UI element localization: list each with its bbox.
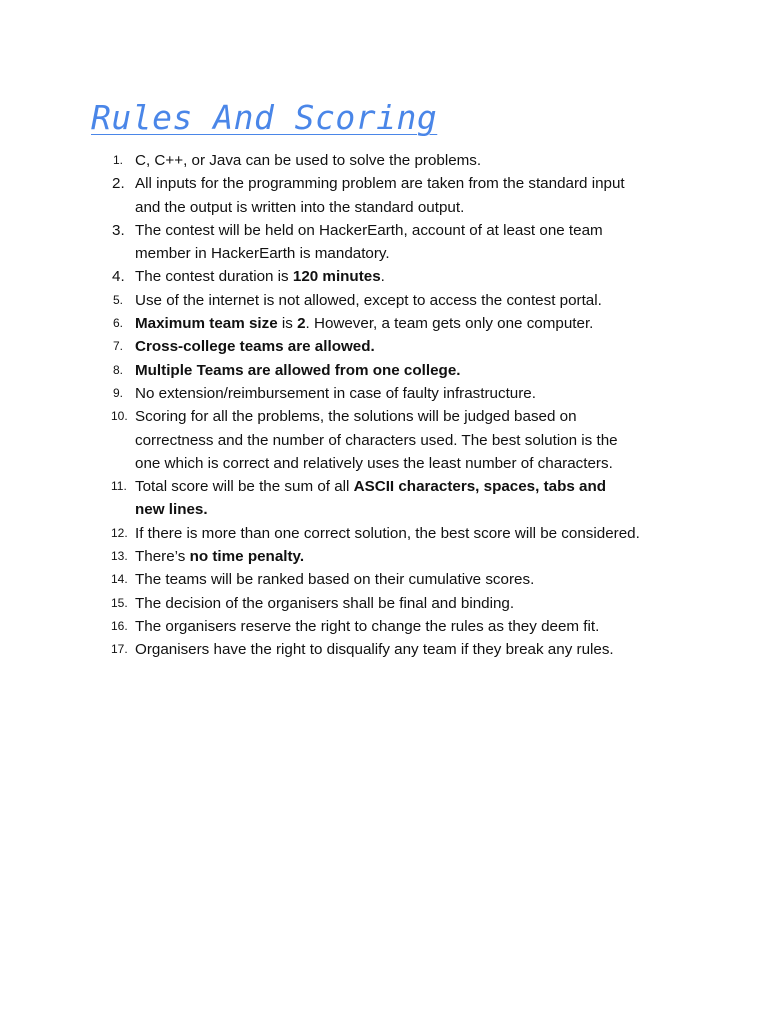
- rule-line: [135, 382, 688, 405]
- rule-text: Organisers have the right to disqualify any team if they break any rules.: [135, 641, 614, 659]
- rule-text-bold: ASCII characters, spaces, tabs and: [353, 478, 607, 496]
- rule-item: [0, 219, 768, 266]
- rule-text: The organisers reserve the right to change the rules as they deem fit.: [135, 617, 600, 635]
- rule-number: 5.: [113, 292, 124, 307]
- rule-line: [135, 359, 688, 382]
- rule-number: 1.: [113, 153, 124, 167]
- rule-text: Use of the internet is not allowed, except to access the contest portal.: [135, 291, 602, 309]
- rule-item: [0, 615, 768, 638]
- rule-line: [135, 545, 688, 568]
- rule-item: [0, 568, 768, 591]
- rule-number: 17.: [111, 642, 128, 657]
- rule-number: 3.: [112, 221, 125, 239]
- rule-item: [0, 335, 768, 358]
- rule-number: 14.: [111, 572, 128, 587]
- rule-item: [0, 265, 768, 288]
- rule-text: and the output is written into the standard output.: [135, 198, 465, 216]
- rule-text: Scoring for all the problems, the solutions will be judged based on: [135, 408, 577, 426]
- rule-line: [135, 638, 688, 661]
- rule-item: [0, 592, 768, 615]
- rule-item: [0, 405, 768, 475]
- rule-number: 11.: [111, 479, 127, 494]
- rule-line: [135, 498, 688, 521]
- rule-text: The contest duration is: [135, 268, 293, 286]
- rule-line: [135, 522, 688, 545]
- rule-text: All inputs for the programming problem are taken from the standard input: [135, 175, 625, 193]
- document-title: Rules And Scoring: [91, 98, 438, 137]
- rule-number: 10.: [111, 409, 128, 424]
- rule-text: There’s: [135, 548, 190, 566]
- rule-text-bold: new lines.: [135, 501, 208, 519]
- rule-text: one which is correct and relatively uses the least number of characters.: [135, 454, 613, 472]
- rule-line: [135, 592, 688, 615]
- rule-text-bold: Multiple Teams are allowed from one college.: [135, 361, 461, 379]
- rule-text: C, C++, or Java can be used to solve the problems.: [135, 152, 482, 169]
- rules-list: [0, 149, 768, 662]
- rule-item: [0, 522, 768, 545]
- rule-text-bold: Maximum team size: [135, 315, 278, 333]
- rule-text: The decision of the organisers shall be final and binding.: [135, 594, 515, 612]
- rule-line: [135, 405, 688, 428]
- rule-text: is: [277, 315, 298, 333]
- rule-number: 12.: [111, 525, 128, 540]
- rule-item: [0, 312, 768, 335]
- rule-line: [135, 265, 688, 288]
- rule-text-bold: 120 minutes: [292, 268, 381, 286]
- rule-line: [135, 242, 688, 265]
- rule-item: [0, 638, 768, 661]
- rule-line: [135, 475, 688, 498]
- rule-text: The contest will be held on HackerEarth, account of at least one team: [135, 221, 603, 239]
- rule-text: If there is more than one correct solution, the best score will be considered.: [135, 524, 640, 542]
- rule-number: 16.: [111, 618, 128, 633]
- rule-text-bold: Cross-college teams are allowed.: [135, 338, 375, 356]
- rule-line: [135, 452, 688, 475]
- rule-number: 7.: [113, 339, 124, 354]
- rule-number: 6.: [113, 316, 124, 331]
- rule-number: 8.: [113, 362, 124, 377]
- rule-item: [0, 359, 768, 382]
- rule-number: 15.: [111, 595, 128, 610]
- rule-item: [0, 149, 768, 172]
- rule-item: [0, 382, 768, 405]
- rule-text-bold: no time penalty.: [189, 548, 305, 566]
- rule-line: [135, 568, 688, 591]
- rule-number: 13.: [111, 549, 128, 564]
- rule-number: 9.: [113, 385, 124, 400]
- rule-line: [135, 196, 688, 219]
- rule-text: .: [380, 268, 385, 286]
- rule-text: . However, a team gets only one computer.: [305, 315, 594, 333]
- rule-line: [135, 219, 688, 242]
- rule-text: No extension/reimbursement in case of faulty infrastructure.: [135, 384, 536, 402]
- rule-line: [135, 289, 688, 312]
- rule-item: [0, 289, 768, 312]
- rule-text-bold: 2: [297, 315, 306, 333]
- rule-text: Total score will be the sum of all: [135, 478, 354, 496]
- rule-line: [135, 172, 688, 195]
- rule-line: [135, 149, 688, 172]
- rule-text: correctness and the number of characters used. The best solution is the: [135, 431, 618, 449]
- rule-item: [0, 475, 768, 522]
- rule-line: [135, 312, 688, 335]
- rule-item: [0, 545, 768, 568]
- rule-item: [0, 172, 768, 219]
- rule-number: 4.: [112, 268, 125, 286]
- rule-line: [135, 335, 688, 358]
- rule-line: [135, 429, 688, 452]
- rule-text: member in HackerEarth is mandatory.: [135, 245, 390, 263]
- rule-line: [135, 615, 688, 638]
- rule-number: 2.: [112, 175, 125, 193]
- rule-text: The teams will be ranked based on their cumulative scores.: [135, 571, 535, 589]
